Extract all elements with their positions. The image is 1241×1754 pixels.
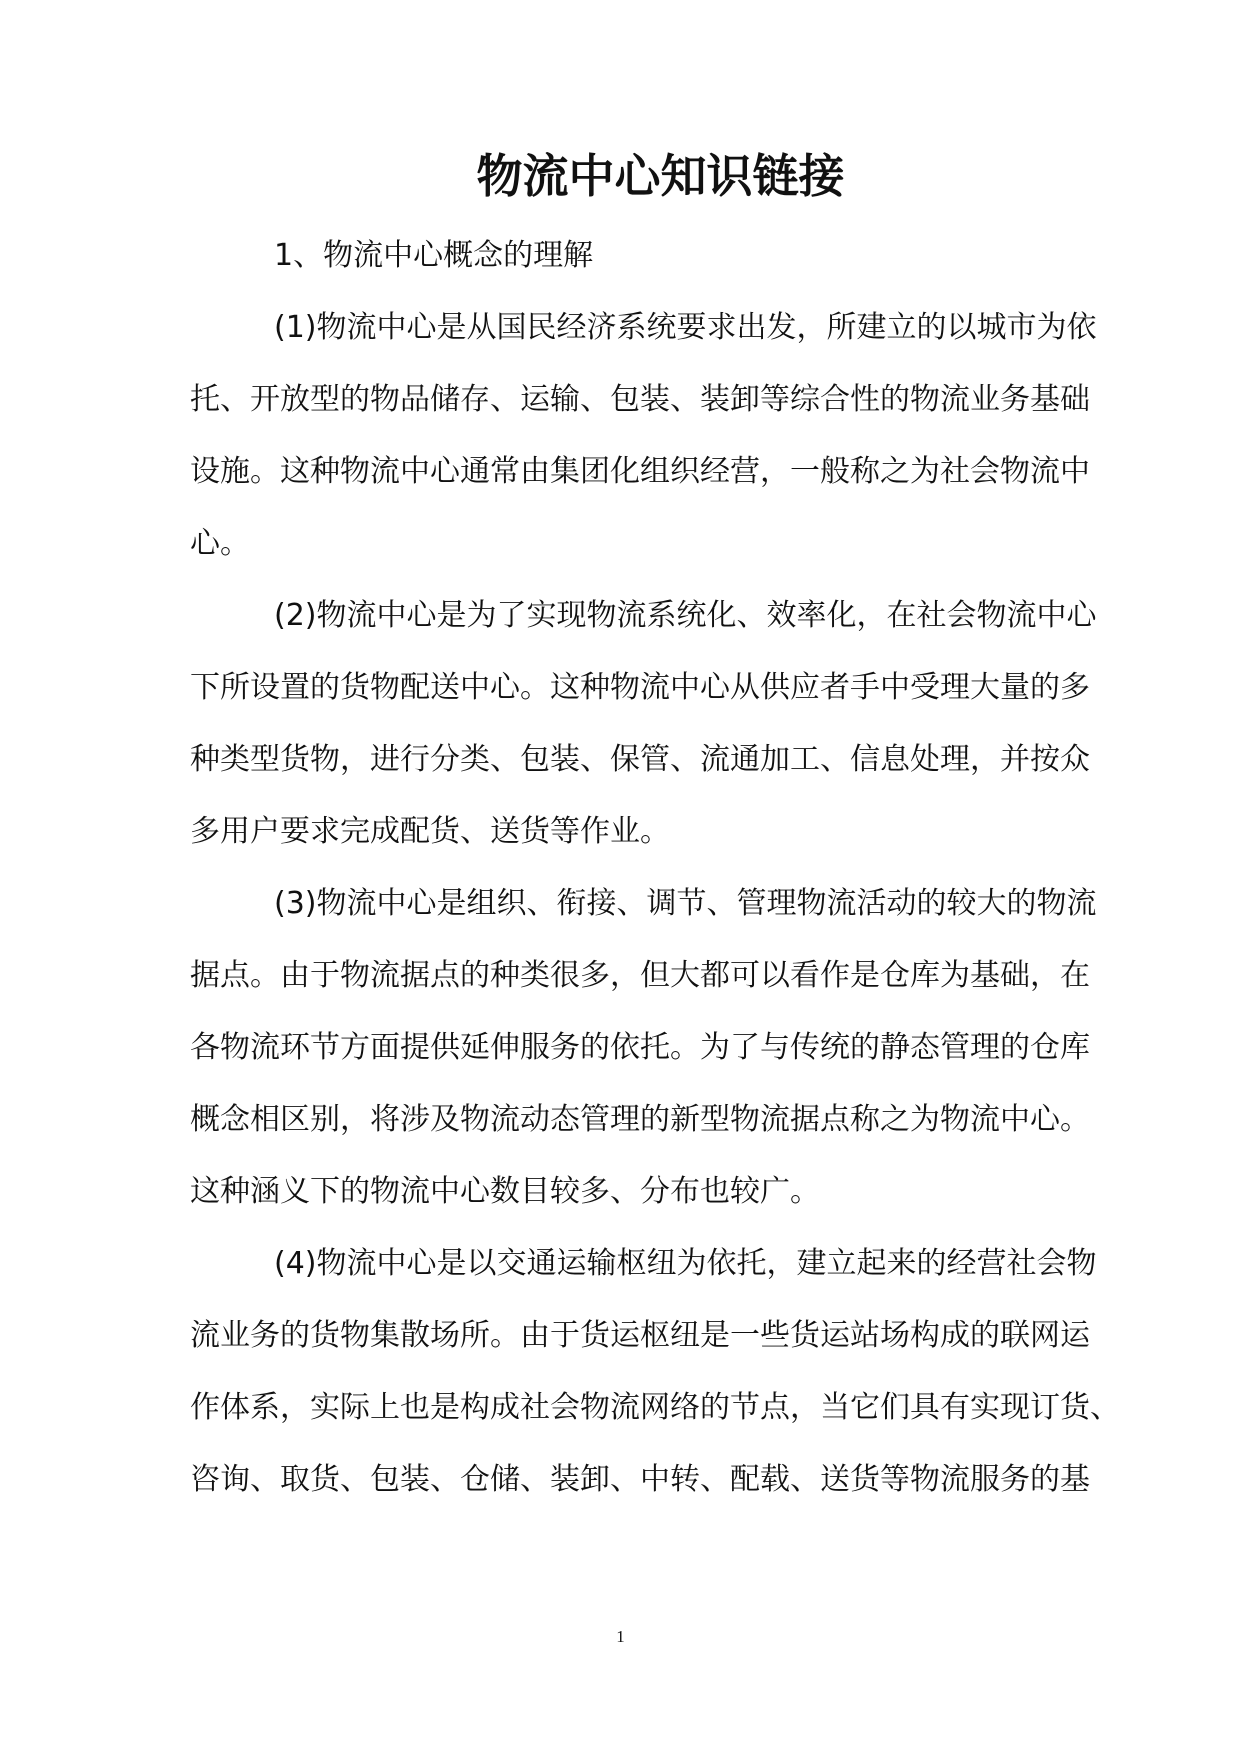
paragraph-line: (1)物流中心是从国民经济系统要求出发，所建立的以城市为依 bbox=[274, 310, 1097, 345]
paragraph-line: 各物流环节方面提供延伸服务的依托。为了与传统的静态管理的仓库 bbox=[190, 1030, 1090, 1065]
paragraph-line: 设施。这种物流中心通常由集团化组织经营，一般称之为社会物流中 bbox=[190, 454, 1090, 489]
paragraph-line: 种类型货物，进行分类、包装、保管、流通加工、信息处理，并按众 bbox=[190, 742, 1090, 777]
paragraph-line: 托、开放型的物品储存、运输、包装、装卸等综合性的物流业务基础 bbox=[190, 382, 1090, 417]
paragraph-line: 心。 bbox=[190, 526, 250, 561]
paragraph-line: 流业务的货物集散场所。由于货运枢纽是一些货运站场构成的联网运 bbox=[190, 1318, 1090, 1353]
section-heading: 1、物流中心概念的理解 bbox=[274, 238, 594, 273]
paragraph-line: 据点。由于物流据点的种类很多，但大都可以看作是仓库为基础，在 bbox=[190, 958, 1090, 993]
paragraph-line: 下所设置的货物配送中心。这种物流中心从供应者手中受理大量的多 bbox=[190, 670, 1090, 705]
paragraph-line: 概念相区别，将涉及物流动态管理的新型物流据点称之为物流中心。 bbox=[190, 1102, 1090, 1137]
paragraph-line: (2)物流中心是为了实现物流系统化、效率化，在社会物流中心 bbox=[274, 598, 1097, 633]
paragraph-line: 咨询、取货、包装、仓储、装卸、中转、配载、送货等物流服务的基 bbox=[190, 1462, 1090, 1497]
paragraph-line: 作体系，实际上也是构成社会物流网络的节点，当它们具有实现订货、 bbox=[190, 1390, 1120, 1425]
paragraph-line: (4)物流中心是以交通运输枢纽为依托，建立起来的经营社会物 bbox=[274, 1246, 1097, 1281]
document-title: 物流中心知识链接 bbox=[476, 149, 845, 203]
paragraph-line: 多用户要求完成配货、送货等作业。 bbox=[190, 814, 670, 849]
paragraph-line: (3)物流中心是组织、衔接、调节、管理物流活动的较大的物流 bbox=[274, 886, 1097, 921]
page-number: 1 bbox=[616, 1627, 625, 1646]
paragraph-line: 这种涵义下的物流中心数目较多、分布也较广。 bbox=[190, 1174, 820, 1209]
